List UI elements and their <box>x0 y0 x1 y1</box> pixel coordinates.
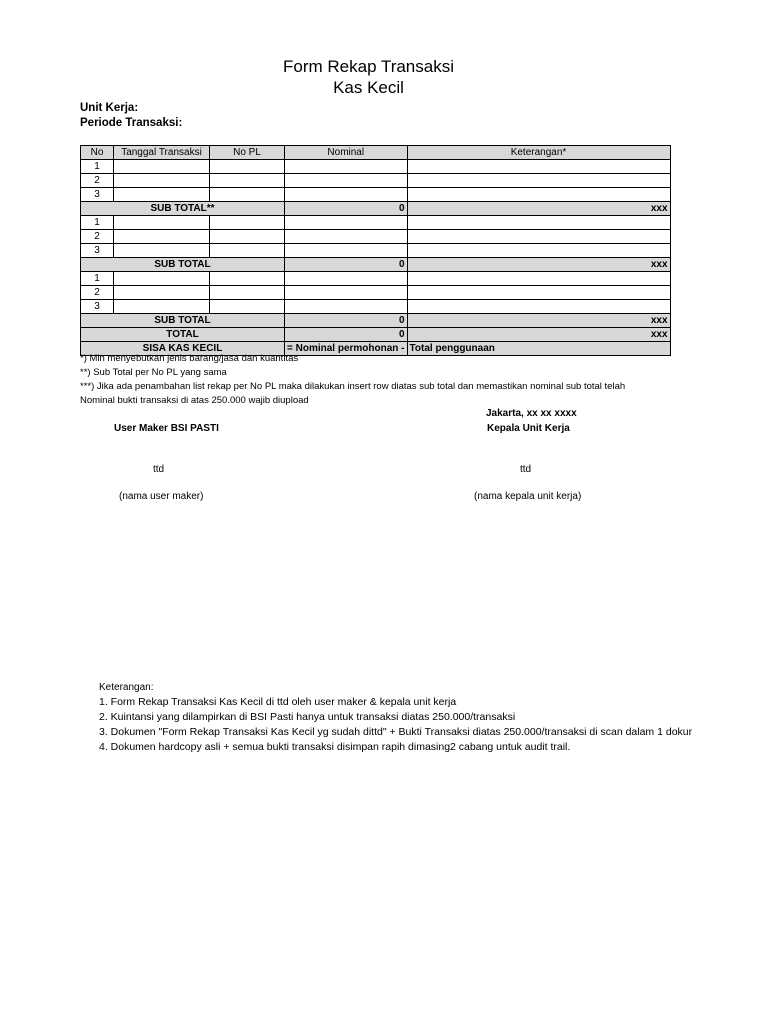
rekap-table <box>80 145 671 356</box>
keterangan-cell[interactable] <box>407 272 670 286</box>
periode-transaksi-label: Periode Transaksi: <box>80 117 183 129</box>
table-row <box>81 174 671 188</box>
subtotal-row <box>81 314 671 328</box>
nominal-cell[interactable] <box>285 286 408 300</box>
form-title-line2: Kas Kecil <box>333 78 404 97</box>
tanggal-cell[interactable] <box>114 300 210 314</box>
column-header: No PL <box>210 146 285 160</box>
nominal-cell[interactable] <box>285 272 408 286</box>
keterangan-cell[interactable] <box>407 174 670 188</box>
nominal-cell[interactable] <box>285 300 408 314</box>
place-date: Jakarta, xx xx xxxx <box>486 408 577 419</box>
table-row <box>81 272 671 286</box>
column-header: Nominal <box>285 146 408 160</box>
row-number: 2 <box>81 286 114 300</box>
form-title-line1: Form Rekap Transaksi <box>283 57 454 76</box>
subtotal-note: xxx <box>407 258 670 272</box>
keterangan-item: 1. Form Rekap Transaksi Kas Kecil di ttd oleh user maker & kepala unit kerja <box>99 696 457 708</box>
no-pl-cell[interactable] <box>210 272 285 286</box>
table-row <box>81 244 671 258</box>
row-number: 3 <box>81 300 114 314</box>
table-row <box>81 216 671 230</box>
keterangan-cell[interactable] <box>407 216 670 230</box>
signature-right-ttd: ttd <box>520 464 532 475</box>
tanggal-cell[interactable] <box>114 160 210 174</box>
subtotal-label: SUB TOTAL <box>81 314 285 328</box>
sisa-kas-kecil-label: SISA KAS KECIL <box>81 342 285 356</box>
keterangan-cell[interactable] <box>407 188 670 202</box>
signature-right-name: (nama kepala unit kerja) <box>474 491 582 502</box>
footnote-1: *) Min menyebutkan jenis barang/jasa dan kuantitas <box>80 353 299 364</box>
row-number: 1 <box>81 216 114 230</box>
nominal-cell[interactable] <box>285 174 408 188</box>
subtotal-row <box>81 202 671 216</box>
subtotal-value: 0 <box>285 202 408 216</box>
unit-kerja-label: Unit Kerja: <box>80 102 139 114</box>
signature-left-role: User Maker BSI PASTI <box>114 423 219 434</box>
signature-left-name: (nama user maker) <box>119 491 204 502</box>
row-number: 3 <box>81 244 114 258</box>
no-pl-cell[interactable] <box>210 300 285 314</box>
table-row <box>81 286 671 300</box>
keterangan-cell[interactable] <box>407 160 670 174</box>
footnote-4: Nominal bukti transaksi di atas 250.000 wajib diupload <box>80 395 309 406</box>
sisa-formula-part-b: Total penggunaan <box>407 342 670 356</box>
sisa-formula-part-a: = Nominal permohonan - <box>285 342 408 356</box>
row-number: 2 <box>81 230 114 244</box>
row-number: 2 <box>81 174 114 188</box>
keterangan-cell[interactable] <box>407 286 670 300</box>
no-pl-cell[interactable] <box>210 244 285 258</box>
row-number: 1 <box>81 272 114 286</box>
nominal-cell[interactable] <box>285 244 408 258</box>
keterangan-title: Keterangan: <box>99 682 154 693</box>
tanggal-cell[interactable] <box>114 272 210 286</box>
subtotal-label: SUB TOTAL <box>81 258 285 272</box>
tanggal-cell[interactable] <box>114 188 210 202</box>
footnote-3: ***) Jika ada penambahan list rekap per No PL maka dilakukan insert row diatas sub total dan memastikan nominal sub total telah <box>80 381 626 391</box>
column-header: Keterangan* <box>407 146 670 160</box>
total-label: TOTAL <box>81 328 285 342</box>
no-pl-cell[interactable] <box>210 286 285 300</box>
no-pl-cell[interactable] <box>210 174 285 188</box>
tanggal-cell[interactable] <box>114 286 210 300</box>
signature-right-role: Kepala Unit Kerja <box>487 423 570 434</box>
table-header-row <box>81 146 671 160</box>
nominal-cell[interactable] <box>285 230 408 244</box>
tanggal-cell[interactable] <box>114 244 210 258</box>
total-note: xxx <box>407 328 670 342</box>
table-row <box>81 230 671 244</box>
keterangan-cell[interactable] <box>407 244 670 258</box>
table-row <box>81 160 671 174</box>
subtotal-value: 0 <box>285 258 408 272</box>
signature-left-ttd: ttd <box>153 464 165 475</box>
table-row <box>81 300 671 314</box>
column-header: Tanggal Transaksi <box>114 146 210 160</box>
subtotal-label: SUB TOTAL** <box>81 202 285 216</box>
subtotal-value: 0 <box>285 314 408 328</box>
tanggal-cell[interactable] <box>114 230 210 244</box>
footnote-2: **) Sub Total per No PL yang sama <box>80 367 227 378</box>
no-pl-cell[interactable] <box>210 160 285 174</box>
tanggal-cell[interactable] <box>114 216 210 230</box>
no-pl-cell[interactable] <box>210 230 285 244</box>
nominal-cell[interactable] <box>285 216 408 230</box>
subtotal-note: xxx <box>407 202 670 216</box>
row-number: 3 <box>81 188 114 202</box>
no-pl-cell[interactable] <box>210 216 285 230</box>
keterangan-cell[interactable] <box>407 300 670 314</box>
nominal-cell[interactable] <box>285 188 408 202</box>
subtotal-note: xxx <box>407 314 670 328</box>
table-row <box>81 188 671 202</box>
subtotal-row <box>81 258 671 272</box>
keterangan-item: 4. Dokumen hardcopy asli + semua bukti transaksi disimpan rapih dimasing2 cabang untuk audit trail. <box>99 741 571 753</box>
tanggal-cell[interactable] <box>114 174 210 188</box>
total-row <box>81 328 671 342</box>
row-number: 1 <box>81 160 114 174</box>
keterangan-item: 3. Dokumen "Form Rekap Transaksi Kas Kecil yg sudah dittd" + Bukti Transaksi diatas 250.000/transaksi di scan dalam 1 dokur <box>99 726 693 738</box>
keterangan-cell[interactable] <box>407 230 670 244</box>
keterangan-item: 2. Kuintansi yang dilampirkan di BSI Pasti hanya untuk transaksi diatas 250.000/transaksi <box>99 711 516 723</box>
column-header: No <box>81 146 114 160</box>
total-value: 0 <box>285 328 408 342</box>
nominal-cell[interactable] <box>285 160 408 174</box>
no-pl-cell[interactable] <box>210 188 285 202</box>
